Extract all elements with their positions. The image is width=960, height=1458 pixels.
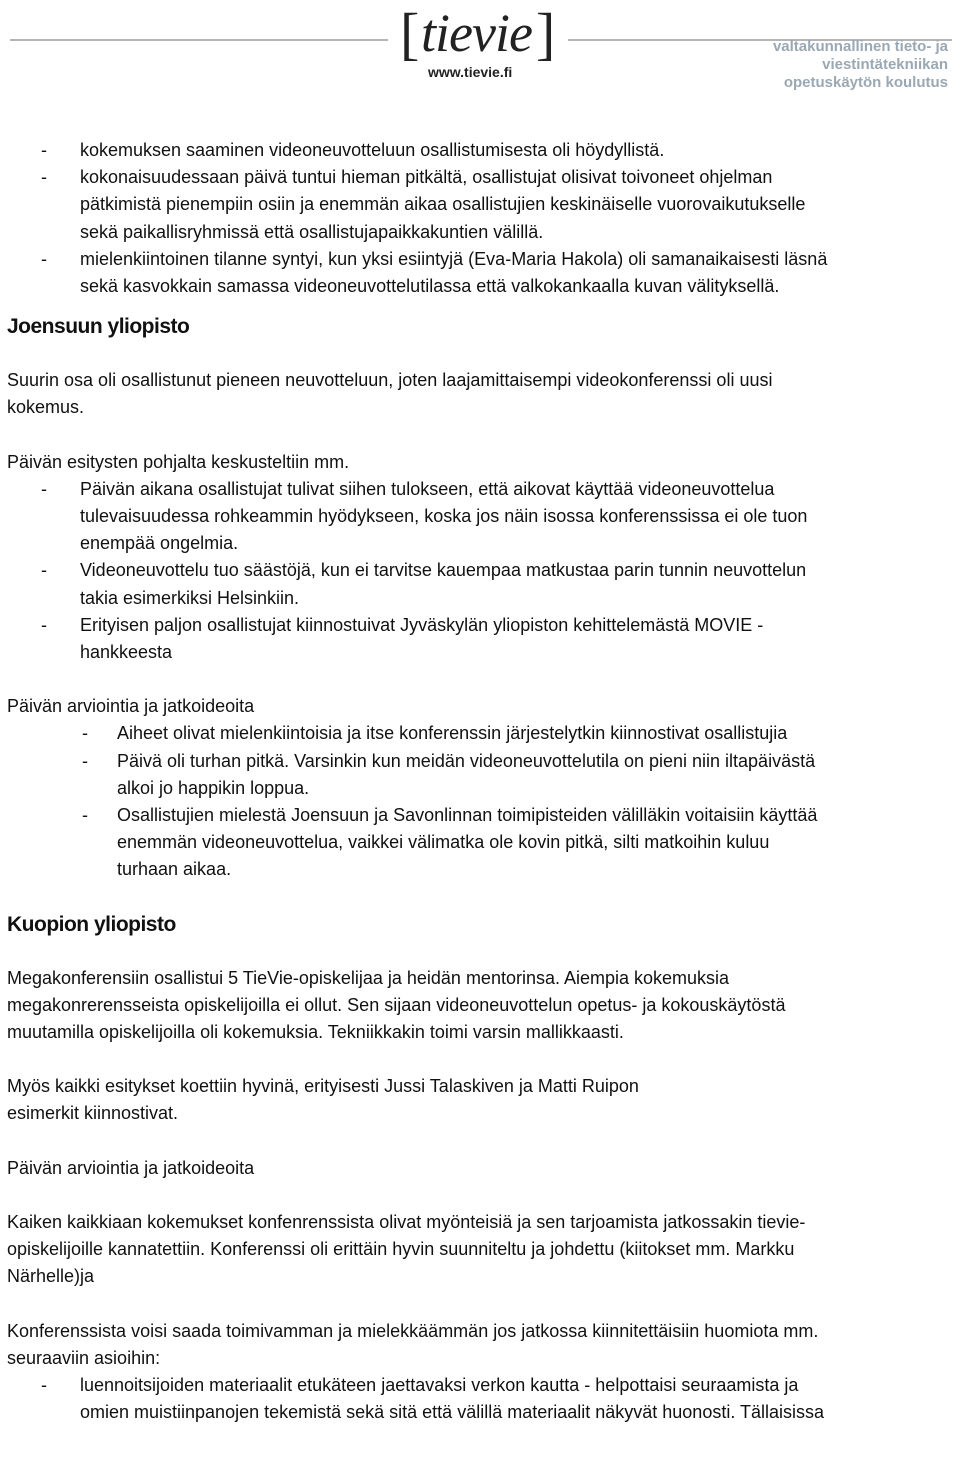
list-dash: - bbox=[82, 750, 88, 771]
document-body bbox=[7, 137, 947, 1426]
header-rule-left bbox=[10, 39, 388, 41]
joensuu-paragraph-1 bbox=[7, 367, 947, 421]
line: mielenkiintoinen tilanne syntyi, kun yksi esiintyjä (Eva-Maria Hakola) oli samanaikaisesti läsnä bbox=[80, 248, 828, 269]
line: tulevaisuudessa rohkeammin hyödykseen, koska jos näin isossa konferenssissa ei ole tuon bbox=[80, 506, 808, 527]
list-dash: - bbox=[82, 723, 88, 744]
kuopio-paragraph-1 bbox=[7, 965, 947, 1047]
list-item bbox=[7, 802, 947, 884]
joensuu-eval-title: Päivän arviointia ja jatkoideoita bbox=[7, 696, 255, 717]
joensuu-discussion-list bbox=[7, 476, 947, 666]
tagline-line: opetuskäytön koulutus bbox=[783, 74, 948, 91]
line: Myös kaikki esitykset koettiin hyvinä, erityisesti Jussi Talaskiven ja Matti Ruipon bbox=[7, 1076, 639, 1097]
line: esimerkit kiinnostivat. bbox=[7, 1103, 179, 1124]
list-item bbox=[7, 748, 947, 802]
line: turhaan aikaa. bbox=[117, 859, 232, 880]
list-item bbox=[7, 1372, 947, 1426]
line: kokonaisuudessaan päivä tuntui hieman pitkältä, osallistujat olisivat toivoneet ohjelman bbox=[80, 167, 773, 188]
line: kokemuksen saaminen videoneuvotteluun osallistumisesta oli höydyllistä. bbox=[80, 140, 665, 160]
list-item bbox=[7, 164, 947, 246]
list-item bbox=[7, 612, 947, 666]
logo-left-bracket: [ bbox=[400, 1, 420, 66]
list-dash: - bbox=[41, 140, 47, 160]
joensuu-paragraph-2: Päivän esitysten pohjalta keskusteltiin mm. bbox=[7, 451, 350, 472]
line: Megakonferensiin osallistui 5 TieVie-opiskelijaa ja heidän mentorinsa. Aiempia kokemuksia bbox=[7, 967, 730, 988]
line: Suurin osa oli osallistunut pieneen neuvotteluun, joten laajamittaisempi videokonferenssi oli uusi bbox=[7, 370, 773, 391]
line: megakonrerensseista opiskelijoilla ei ollut. Sen sijaan videoneuvottelun opetus- ja kokouskäytöstä bbox=[7, 994, 786, 1015]
tagline-line: valtakunnallinen tieto- ja bbox=[772, 38, 948, 55]
line: opiskelijoille kannatettiin. Konferenssi oli erittäin hyvin suunniteltu ja johdettu (kiitokset mm. Markku bbox=[7, 1239, 795, 1260]
kuopio-paragraph-2 bbox=[7, 1073, 947, 1127]
list-item bbox=[7, 720, 947, 747]
line: seuraaviin asioihin: bbox=[7, 1347, 161, 1368]
line: kokemus. bbox=[7, 397, 85, 418]
line: alkoi jo happikin loppua. bbox=[117, 777, 310, 798]
section-heading-kuopio: Kuopion yliopisto bbox=[7, 912, 176, 936]
line: Erityisen paljon osallistujat kiinnostuivat Jyväskylän yliopiston kehittelemästä MOVIE - bbox=[80, 614, 764, 635]
line: Kaiken kaikkiaan kokemukset konfenrenssista olivat myönteisiä ja sen tarjoamista jatkossakin tievie- bbox=[7, 1211, 806, 1232]
list-dash: - bbox=[41, 560, 47, 581]
kuopio-paragraph-4 bbox=[7, 1318, 947, 1372]
page-header bbox=[0, 0, 960, 100]
list-dash: - bbox=[82, 805, 88, 826]
line: Päivä oli turhan pitkä. Varsinkin kun meidän videoneuvottelutila on pieni niin iltapäivästä bbox=[117, 750, 816, 771]
line: Päivän aikana osallistujat tulivat siihen tulokseen, että aikovat käyttää videoneuvottelua bbox=[80, 478, 775, 499]
logo-url: www.tievie.fi bbox=[428, 64, 513, 80]
tagline-line: viestintätekniikan bbox=[822, 56, 948, 73]
line: takia esimerkiksi Helsinkiin. bbox=[80, 587, 300, 608]
kuopio-suggestion-list bbox=[7, 1372, 947, 1426]
line: Aiheet olivat mielenkiintoisia ja itse konferenssin järjestelytkin kiinnostivat osallistujia bbox=[117, 723, 788, 744]
logo-word: tievie bbox=[421, 3, 532, 63]
tievie-logo bbox=[400, 3, 555, 83]
list-dash: - bbox=[41, 248, 47, 269]
list-item bbox=[7, 246, 947, 300]
intro-list bbox=[7, 137, 947, 300]
list-item bbox=[7, 476, 947, 558]
line: sekä paikallisryhmissä että osallistujapaikkakuntien välillä. bbox=[80, 221, 544, 242]
line: Osallistujien mielestä Joensuun ja Savonlinnan toimipisteiden välilläkin voitaisiin käyttää bbox=[117, 805, 818, 826]
logo-right-bracket: ] bbox=[536, 1, 556, 66]
line: Konferenssista voisi saada toimivamman ja mielekkäämmän jos jatkossa kiinnitettäisiin huomiota mm. bbox=[7, 1320, 819, 1341]
joensuu-eval-list bbox=[7, 720, 947, 883]
line: enemmän videoneuvottelua, vaikkei välimatka ole kovin pitkä, silti matkoihin kuluu bbox=[117, 832, 770, 853]
line: luennoitsijoiden materiaalit etukäteen jaettavaksi verkon kautta - helpottaisi seuraamista ja bbox=[80, 1374, 799, 1395]
line: omien muistiinpanojen tekemistä sekä sitä että välillä materiaalit näkyvät huonosti. Tällaisissa bbox=[80, 1402, 825, 1423]
line: Videoneuvottelu tuo säästöjä, kun ei tarvitse kauempaa matkustaa parin tunnin neuvottelun bbox=[80, 560, 807, 581]
list-item bbox=[7, 137, 947, 164]
list-dash: - bbox=[41, 614, 47, 635]
line: Närhelle)ja bbox=[7, 1266, 95, 1287]
list-dash: - bbox=[41, 167, 47, 188]
line: sekä kasvokkain samassa videoneuvottelutilassa että valkokankaalla kuvan välityksellä. bbox=[80, 276, 780, 297]
kuopio-eval-title: Päivän arviointia ja jatkoideoita bbox=[7, 1157, 255, 1178]
header-tagline bbox=[773, 38, 948, 92]
line: muutamilla opiskelijoilla oli kokemuksia. Tekniikkakin toimi varsin mallikkaasti. bbox=[7, 1022, 624, 1043]
line: pätkimistä pienempiin osiin ja enemmän aikaa osallistujien keskinäiselle vuorovaikutukselle bbox=[80, 194, 806, 215]
kuopio-paragraph-3 bbox=[7, 1209, 947, 1291]
line: hankkeesta bbox=[80, 642, 173, 663]
list-item bbox=[7, 557, 947, 611]
section-heading-joensuu: Joensuun yliopisto bbox=[7, 315, 190, 339]
list-dash: - bbox=[41, 1374, 47, 1395]
list-dash: - bbox=[41, 478, 47, 499]
line: enempää ongelmia. bbox=[80, 533, 239, 554]
